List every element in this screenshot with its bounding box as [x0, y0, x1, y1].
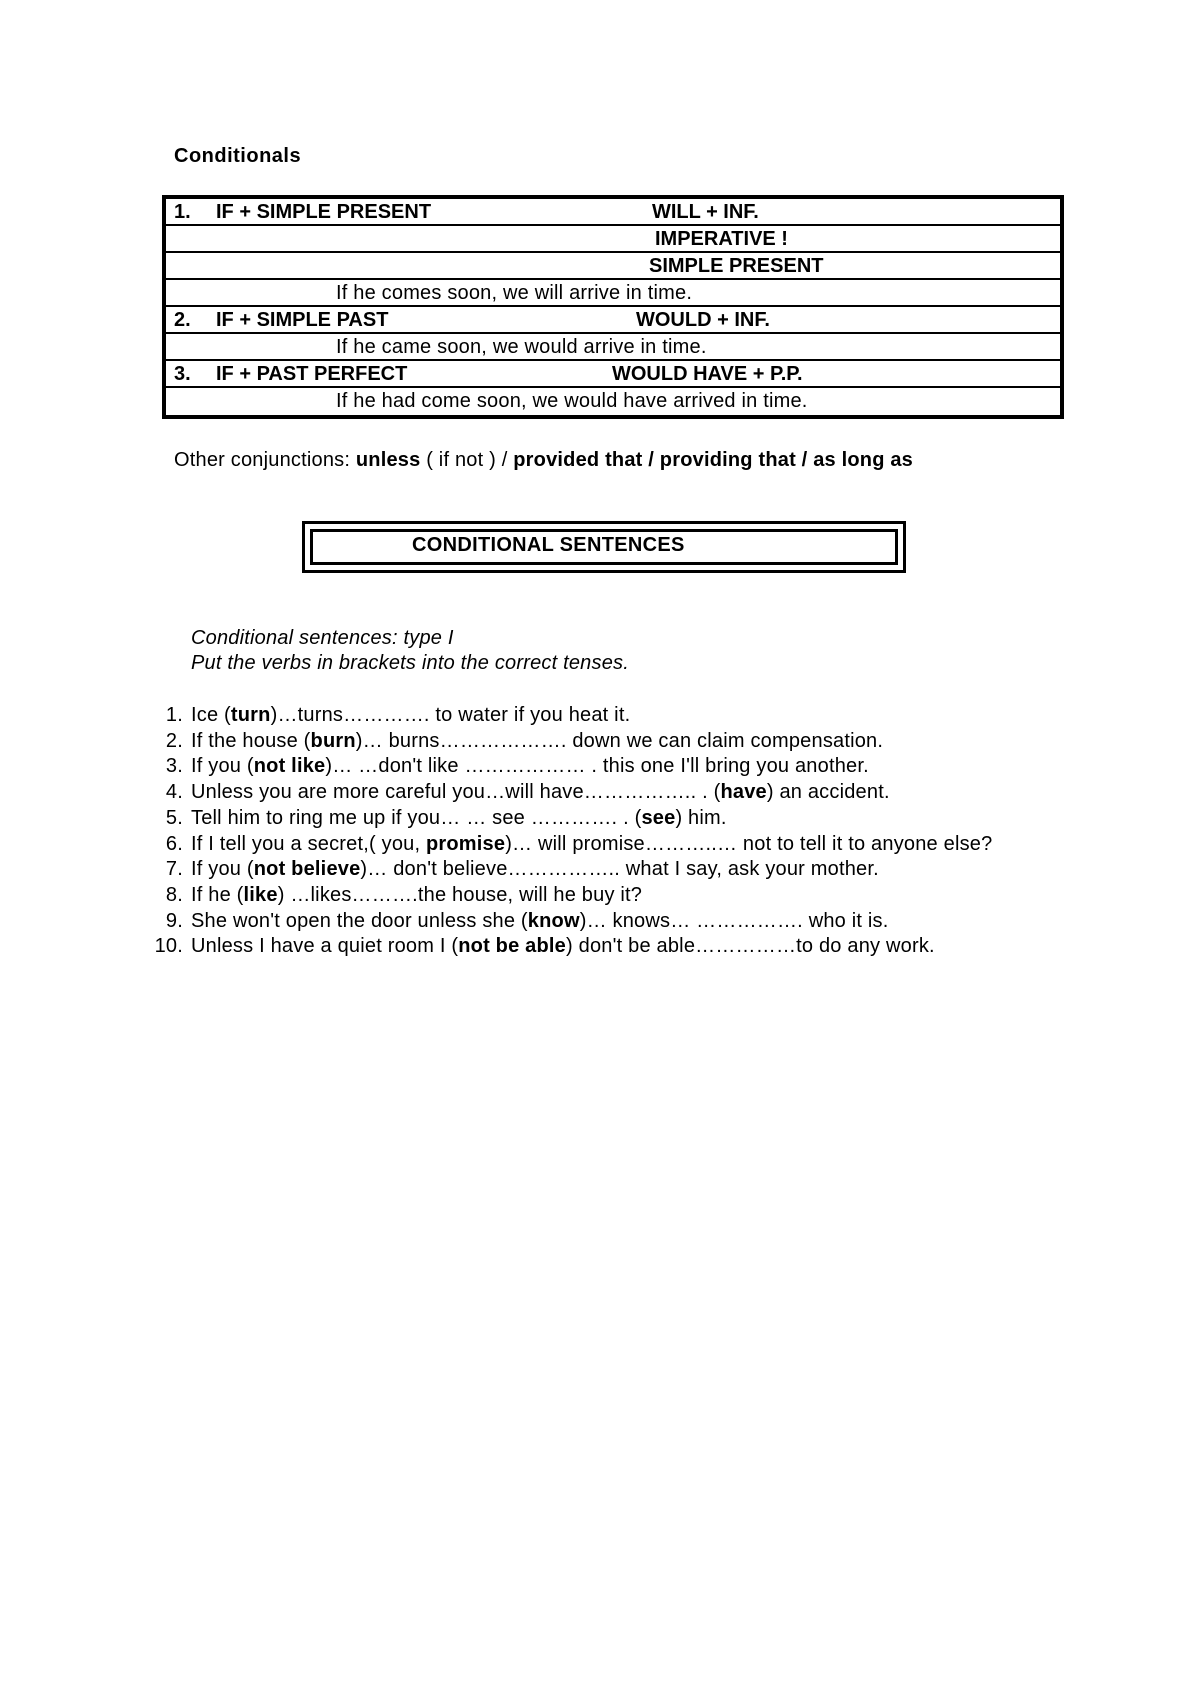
conjunction-list: provided that / providing that / as long as: [513, 449, 914, 471]
conjunction-if-not: ( if not ) /: [420, 449, 514, 471]
exercise-number: 10.: [154, 935, 183, 958]
rule-example: If he comes soon, we will arrive in time.: [336, 282, 693, 304]
exercise-number: 6.: [165, 832, 183, 855]
exercise-text: If I tell you a secret,( you,: [191, 832, 426, 855]
rule-condition: IF + PAST PERFECT: [216, 363, 408, 385]
exercise-verb: promise: [425, 832, 506, 855]
exercise-text: ) him.: [675, 806, 727, 829]
rule-example-row: [166, 280, 1060, 307]
exercise-item: [150, 703, 1050, 729]
exercise-list: [150, 703, 1050, 960]
rule-result: WILL + INF.: [652, 201, 759, 223]
rule-example-row: [166, 334, 1060, 361]
exercise-verb: know: [527, 909, 580, 932]
exercise-item: [150, 909, 1050, 935]
exercise-number: 2.: [165, 729, 183, 752]
instructions-heading: Conditional sentences: type I: [191, 627, 454, 649]
exercise-text: Unless I have a quiet room I (: [191, 935, 459, 958]
exercise-number: 1.: [165, 704, 183, 726]
exercise-item: [150, 883, 1050, 909]
exercise-text: )… don't believe…………….. what I say, ask your mother.: [360, 858, 879, 881]
exercise-number: 5.: [165, 806, 183, 829]
exercise-verb: burn: [310, 729, 356, 752]
exercise-item: [150, 780, 1050, 806]
exercise-item: [150, 832, 1050, 858]
exercise-text: )… knows… ……………. who it is.: [579, 909, 889, 932]
exercise-item: [150, 934, 1050, 960]
rule-condition: IF + SIMPLE PAST: [216, 309, 389, 331]
exercise-text: )… burns………………. down we can claim compensation.: [355, 729, 884, 752]
instructions-task: Put the verbs in brackets into the correct tenses.: [191, 652, 629, 674]
rule-row: [166, 226, 1060, 253]
rule-number: 3.: [174, 363, 191, 385]
exercise-text: If you (: [191, 755, 254, 778]
banner-title: CONDITIONAL SENTENCES: [412, 534, 685, 556]
rule-row: [166, 307, 1060, 334]
rule-example-row: [166, 388, 1060, 415]
exercise-text: Tell him to ring me up if you… … see …………. . (: [191, 806, 642, 829]
rule-result: WOULD HAVE + P.P.: [612, 363, 803, 385]
exercise-text: If he (: [191, 883, 244, 906]
section-banner: [302, 521, 906, 573]
exercise-number: 7.: [165, 858, 183, 881]
exercise-verb: like: [243, 883, 278, 906]
rule-result: SIMPLE PRESENT: [649, 255, 824, 277]
exercise-item: [150, 806, 1050, 832]
exercise-text: ) don't be able……………to do any work.: [566, 935, 935, 958]
exercise-verb: not like: [253, 755, 326, 778]
rule-number: 2.: [174, 309, 191, 331]
exercise-text: )…turns…………. to water if you heat it.: [270, 704, 631, 726]
rule-example: If he came soon, we would arrive in time.: [336, 336, 707, 358]
exercise-verb: not believe: [253, 858, 361, 881]
rule-row: [166, 199, 1060, 226]
exercise-number: 8.: [165, 883, 183, 906]
exercise-item: [150, 729, 1050, 755]
page-title: Conditionals: [174, 145, 302, 167]
exercise-text: ) an accident.: [766, 781, 890, 804]
conditionals-rules-table: [162, 195, 1064, 419]
rule-example: If he had come soon, we would have arrived in time.: [336, 390, 808, 412]
other-conjunctions: [174, 449, 913, 472]
exercise-instructions: [191, 626, 629, 676]
exercise-verb: turn: [230, 704, 271, 726]
exercise-text: She won't open the door unless she (: [191, 909, 528, 932]
exercise-text: Ice (: [191, 704, 231, 726]
other-conjunctions-prefix: Other conjunctions:: [174, 449, 356, 471]
rule-condition: IF + SIMPLE PRESENT: [216, 201, 432, 223]
rule-row: [166, 253, 1060, 280]
exercise-text: )… …don't like ……………… . this one I'll bring you another.: [325, 755, 869, 778]
exercise-verb: have: [720, 781, 767, 804]
exercise-number: 4.: [165, 781, 183, 804]
rule-number: 1.: [174, 201, 191, 223]
exercise-text: )… will promise………..… not to tell it to anyone else?: [505, 832, 993, 855]
rule-row: [166, 361, 1060, 388]
exercise-text: If you (: [191, 858, 254, 881]
exercise-verb: see: [641, 806, 676, 829]
exercise-number: 9.: [165, 909, 183, 932]
exercise-text: Unless you are more careful you…will have…………….. . (: [191, 781, 721, 804]
exercise-text: If the house (: [191, 729, 311, 752]
exercise-item: [150, 857, 1050, 883]
exercise-number: 3.: [165, 755, 183, 778]
exercise-item: [150, 754, 1050, 780]
conjunction-unless: unless: [355, 449, 421, 471]
rule-result: IMPERATIVE !: [655, 228, 788, 250]
rule-result: WOULD + INF.: [636, 309, 770, 331]
exercise-text: ) …likes……….the house, will he buy it?: [277, 883, 643, 906]
exercise-verb: not be able: [458, 935, 567, 958]
